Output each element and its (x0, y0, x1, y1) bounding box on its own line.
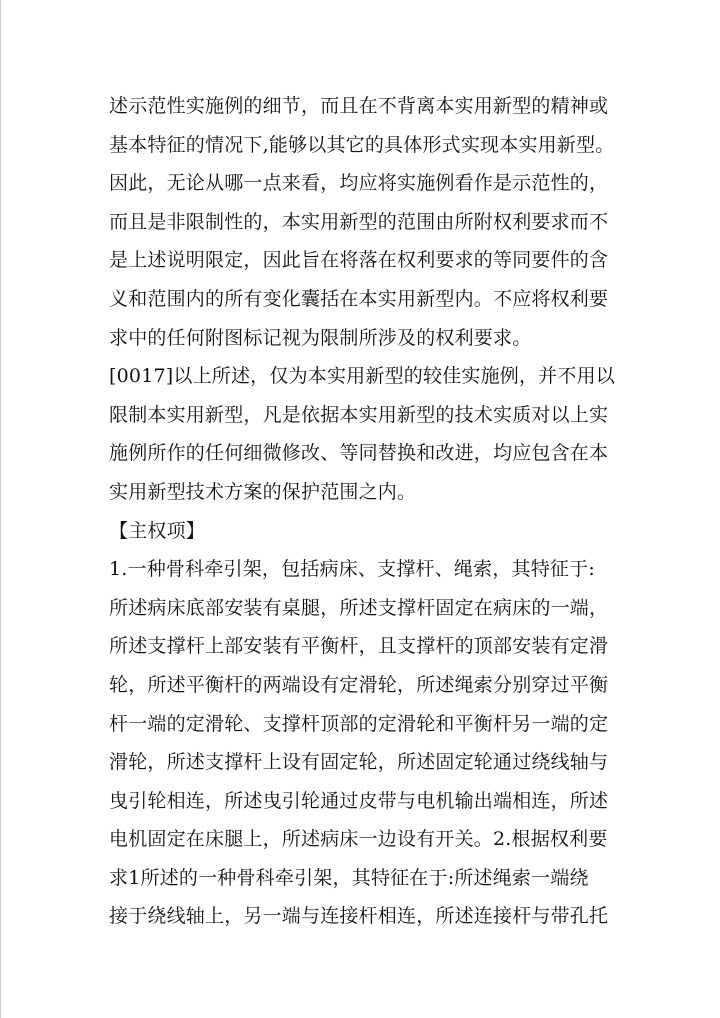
paragraph-0017-line: [0017]以上所述，仅为本实用新型的较佳实施例，并不用以 (109, 365, 615, 388)
text-line: 因此，无论从哪一点来看，均应将实施例看作是示范性的， (109, 172, 609, 195)
claim-2-start-line: 电机固定在床腿上，所述病床一边设有开关。2.根据权利要 (109, 828, 608, 851)
text-line: 曳引轮相连，所述曳引轮通过皮带与电机输出端相连，所述 (109, 789, 609, 812)
text-line: 轮，所述平衡杆的两端设有定滑轮，所述绳索分别穿过平衡 (109, 673, 609, 696)
text-line: 所述病床底部安装有桌腿，所述支撑杆固定在病床的一端， (109, 596, 609, 619)
text-line: 实用新型技术方案的保护范围之内。 (109, 480, 417, 503)
text-line: 是上述说明限定，因此旨在将落在权利要求的等同要件的含 (109, 249, 609, 272)
text-line: 求中的任何附图标记视为限制所涉及的权利要求。 (109, 326, 532, 349)
claim-1-line: 1.一种骨科牵引架，包括病床、支撑杆、绳索，其特征于: (109, 558, 595, 581)
text-line: 述示范性实施例的细节，而且在不背离本实用新型的精神或 (109, 95, 609, 117)
text-line: 所述支撑杆上部安装有平衡杆，且支撑杆的顶部安装有定滑 (109, 635, 609, 658)
text-line: 基本特征的情况下,能够以其它的具体形式实现本实用新型。 (109, 133, 615, 156)
page-left-border (0, 0, 1, 1018)
section-heading-main-claim: 【主权项】 (109, 519, 206, 542)
text-line: 限制本实用新型，凡是依据本实用新型的技术实质对以上实 (109, 403, 609, 426)
text-line: 滑轮，所述支撑杆上设有固定轮，所述固定轮通过绕线轴与 (109, 751, 609, 774)
text-line: 接于绕线轴上，另一端与连接杆相连，所述连接杆与带孔托 (109, 905, 609, 928)
text-line: 而且是非限制性的，本实用新型的范围由所附权利要求而不 (109, 210, 609, 233)
text-line: 求1所述的一种骨科牵引架，其特征在于:所述绳索一端绕 (109, 866, 589, 889)
text-line: 施例所作的任何细微修改、等同替换和改进，均应包含在本 (109, 442, 609, 465)
text-line: 杆一端的定滑轮、支撑杆顶部的定滑轮和平衡杆另一端的定 (109, 712, 609, 735)
text-line: 义和范围内的所有变化囊括在本实用新型内。不应将权利要 (109, 287, 609, 310)
document-body (109, 87, 649, 936)
